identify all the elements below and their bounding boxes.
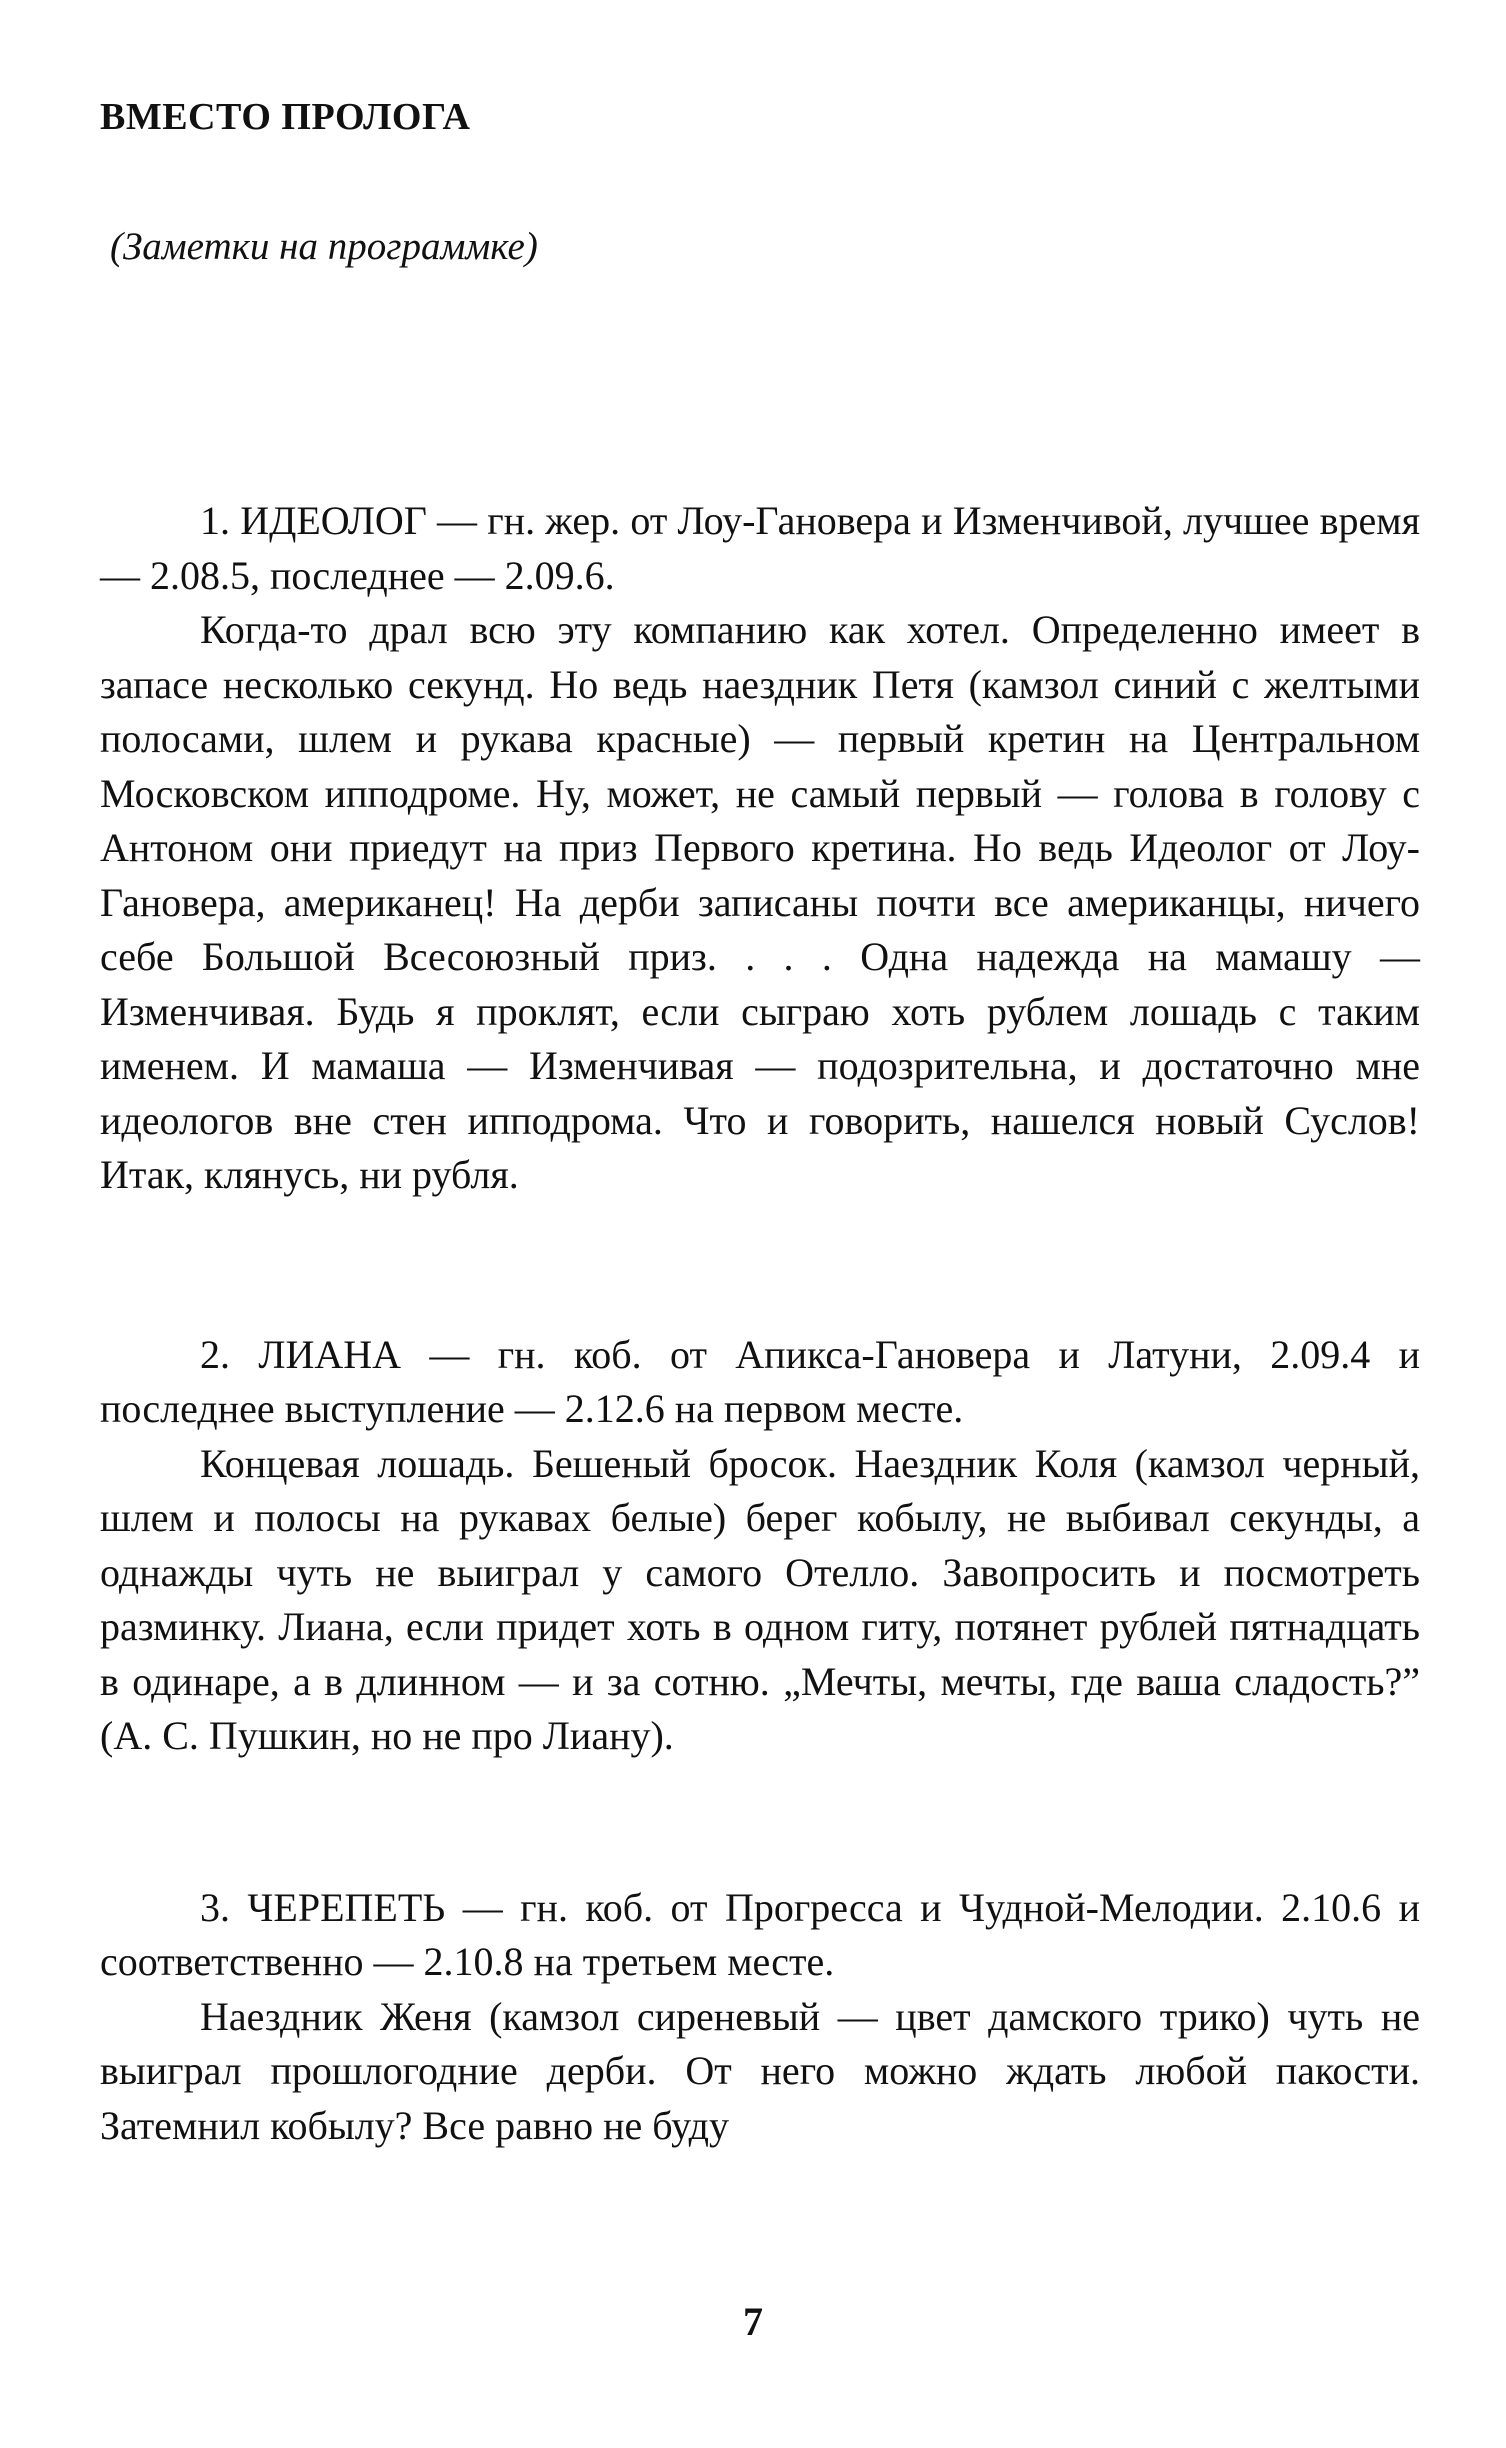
horse-entry-2 xyxy=(100,1328,1420,1764)
chapter-subheading: (Заметки на программке) xyxy=(110,225,538,268)
entry-body-paragraph: Концевая лошадь. Бешеный бросок. Наездник Коля (камзол черный, шлем и полосы на рукавах белые) берег кобылу, не выбивал секунды, а однажды чуть не выиграл у самого Отелло. Завопросить и посмотреть разминку. Лиана, если придет хоть в одном гиту, потянет рублей пятнадцать в одинаре, а в длинном — и за сотню. „Мечты, мечты, где ваша сладость?” (А. С. Пушкин, но не про Лиану). xyxy=(100,1440,1420,1758)
page-number: 7 xyxy=(743,2299,763,2344)
entry-header-paragraph: 3. ЧЕРЕПЕТЬ — гн. коб. от Прогресса и Чудной-Мелодии. 2.10.6 и соответственно — 2.10.8 на третьем месте. xyxy=(100,1884,1420,1984)
entry-header-paragraph: 1. ИДЕОЛОГ — гн. жер. от Лоу-Гановера и Изменчивой, лучшее время — 2.08.5, последнее — 2.09.6. xyxy=(100,498,1420,598)
chapter-heading: ВМЕСТО ПРОЛОГА xyxy=(100,96,471,138)
page-content xyxy=(100,95,1420,2153)
entry-header-paragraph: 2. ЛИАНА — гн. коб. от Апикса-Гановера и Латуни, 2.09.4 и последнее выступление — 2.12.6 на первом месте. xyxy=(100,1331,1420,1431)
horse-entry-3 xyxy=(100,1881,1420,2154)
horse-entry-1 xyxy=(100,494,1420,1203)
entry-body-paragraph: Когда-то драл всю эту компанию как хотел. Определенно имеет в запасе несколько секунд. Но ведь наездник Петя (камзол синий с желтыми полосами, шлем и рукава красные) — первый кретин на Центральном Московском ипподроме. Ну, может, не самый первый — голова в голову с Антоном они приедут на приз Первого кретина. Но ведь Идеолог от Лоу-Гановера, американец! На дерби записаны почти все американцы, ничего себе Большой Всесоюзный приз. . . . Одна надежда на мамашу — Изменчивая. Будь я проклят, если сыграю хоть рублем лошадь с таким именем. И мамаша — Изменчивая — подозрительна, и достаточно мне идеологов вне стен ипподрома. Что и говорить, нашелся новый Суслов! Итак, клянусь, ни рубля. xyxy=(100,607,1420,1197)
entry-body-paragraph: Наездник Женя (камзол сиреневый — цвет дамского трико) чуть не выиграл прошлогодние дерби. От него можно ждать любой пакости. Затемнил кобылу? Все равно не буду xyxy=(100,1993,1420,2148)
